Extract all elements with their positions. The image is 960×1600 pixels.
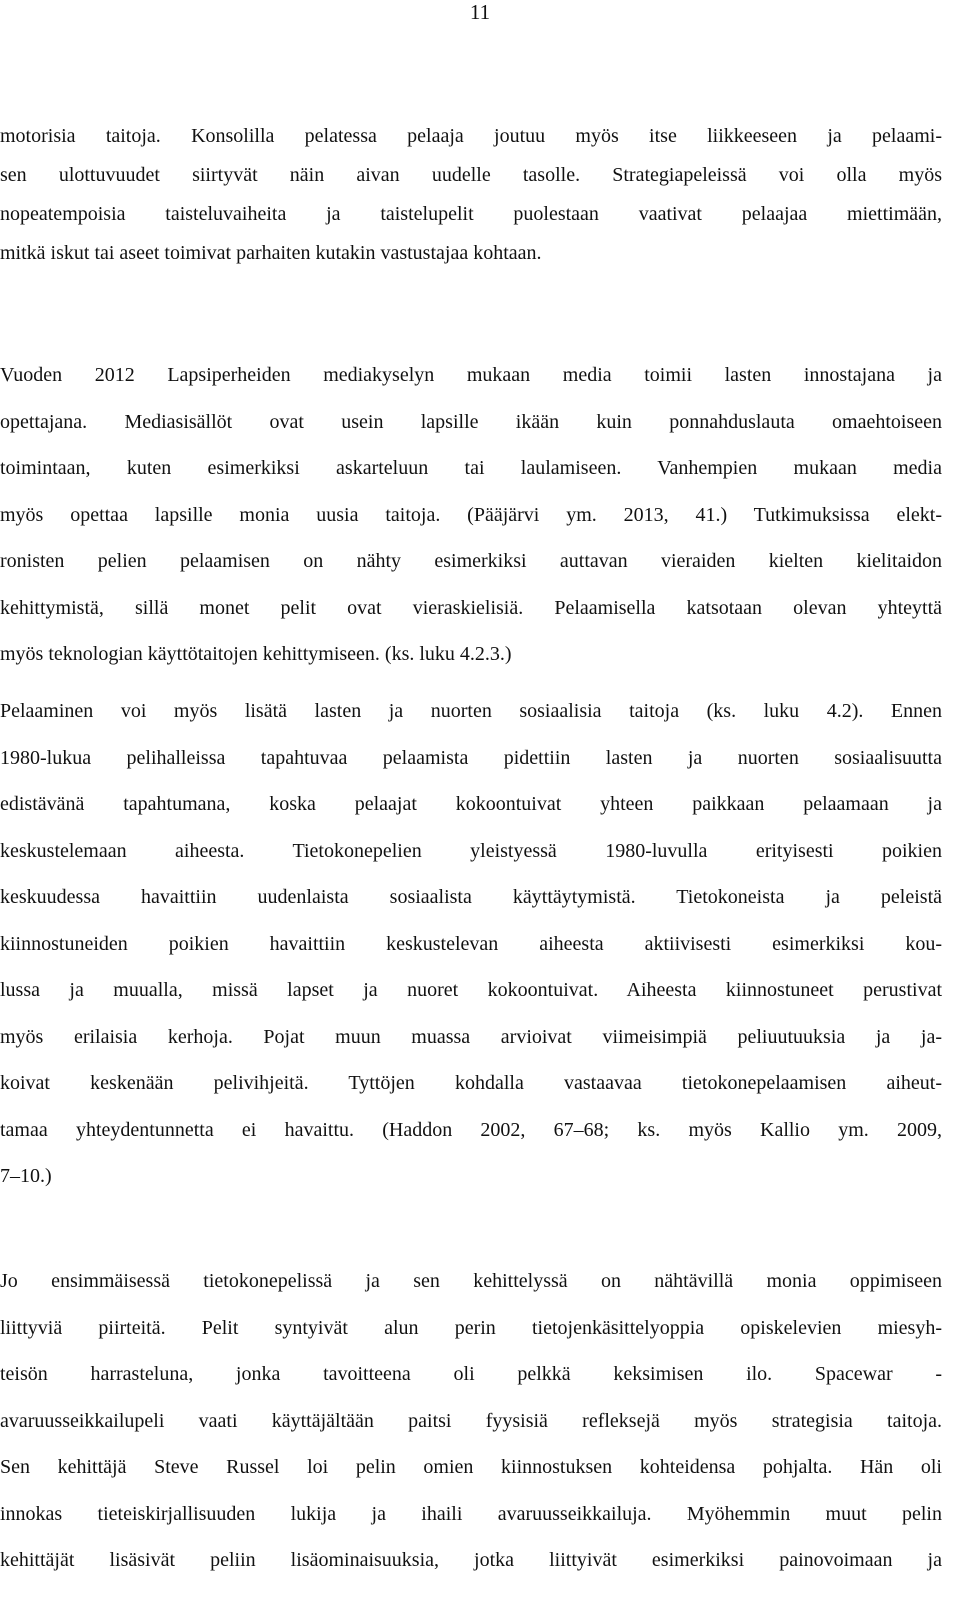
- text-line: liittyviä piirteitä. Pelit syntyivät alun perin tietojenkäsittelyoppia opiskelevien miesyh-: [0, 1316, 942, 1339]
- text-line: teisön harrasteluna, jonka tavoitteena oli pelkkä keksimisen ilo. Spacewar -: [0, 1363, 942, 1385]
- paragraph-media-survey: [0, 352, 942, 678]
- text-line: avaruusseikkailupeli vaati käyttäjältään paitsi fyysisiä refleksejä myös strategisia taitoja.: [0, 1409, 942, 1432]
- text-line: keskustelemaan aiheesta. Tietokonepelien yleistyessä 1980-luvulla erityisesti poikien: [0, 839, 942, 862]
- text-line: kiinnostuneiden poikien havaittiin keskustelevan aiheesta aktiivisesti esimerkiksi kou-: [0, 932, 942, 955]
- text-line: edistävänä tapahtumana, koska pelaajat kokoontuivat yhteen paikkaan pelaamaan ja: [0, 793, 942, 815]
- paragraph-motor-skills: [0, 117, 942, 273]
- text-line: mitkä iskut tai aseet toimivat parhaiten kutakin vastustajaa kohtaan.: [0, 242, 542, 264]
- text-line: Vuoden 2012 Lapsiperheiden mediakyselyn mukaan media toimii lasten innostajana ja: [0, 364, 942, 386]
- paragraph-first-computer-game: [0, 1258, 942, 1584]
- text-line: Jo ensimmäisessä tietokonepelissä ja sen kehittelyssä on nähtävillä monia oppimiseen: [0, 1270, 942, 1292]
- text-line: myös opettaa lapsille monia uusia taitoja. (Pääjärvi ym. 2013, 41.) Tutkimuksissa elekt-: [0, 503, 942, 526]
- text-line: tamaa yhteydentunnetta ei havaittu. (Haddon 2002, 67–68; ks. myös Kallio ym. 2009,: [0, 1118, 942, 1141]
- text-line: motorisia taitoja. Konsolilla pelatessa pelaaja joutuu myös itse liikkeeseen ja pelaami-: [0, 125, 942, 147]
- text-line: koivat keskenään pelivihjeitä. Tyttöjen kohdalla vastaavaa tietokonepelaamisen aiheut-: [0, 1072, 942, 1094]
- text-line: keskuudessa havaittiin uudenlaista sosiaalista käyttäytymistä. Tietokoneista ja peleistä: [0, 886, 942, 908]
- text-line: Pelaaminen voi myös lisätä lasten ja nuorten sosiaalisia taitoja (ks. luku 4.2). Ennen: [0, 700, 942, 722]
- page-number: 11: [469, 0, 491, 24]
- text-line: kehittymistä, sillä monet pelit ovat vieraskielisiä. Pelaamisella katsotaan olevan yhteyttä: [0, 596, 942, 619]
- paragraph-social-skills: [0, 688, 942, 1200]
- text-line: Sen kehittäjä Steve Russel loi pelin omien kiinnostuksen kohteidensa pohjalta. Hän oli: [0, 1456, 942, 1478]
- text-line: lussa ja muualla, missä lapset ja nuoret kokoontuivat. Aiheesta kiinnostuneet perustivat: [0, 979, 942, 1001]
- text-line: innokas tieteiskirjallisuuden lukija ja ihaili avaruusseikkailuja. Myöhemmin muut pelin: [0, 1502, 942, 1525]
- text-line: myös teknologian käyttötaitojen kehittymiseen. (ks. luku 4.2.3.): [0, 643, 512, 665]
- text-line: toimintaan, kuten esimerkiksi askarteluun tai laulamiseen. Vanhempien mukaan media: [0, 457, 942, 479]
- text-line: 1980-lukua pelihalleissa tapahtuvaa pelaamista pidettiin lasten ja nuorten sosiaalisuutta: [0, 746, 942, 769]
- text-line: 7–10.): [0, 1165, 52, 1187]
- text-line: kehittäjät lisäsivät peliin lisäominaisuuksia, jotka liittyivät esimerkiksi painovoimaan ja: [0, 1549, 942, 1571]
- text-line: opettajana. Mediasisällöt ovat usein lapsille ikään kuin ponnahduslauta omaehtoiseen: [0, 410, 942, 433]
- text-line: myös erilaisia kerhoja. Pojat muun muassa arvioivat viimeisimpiä peliuutuuksia ja ja-: [0, 1025, 942, 1048]
- text-line: ronisten pelien pelaamisen on nähty esimerkiksi auttavan vieraiden kielten kielitaidon: [0, 550, 942, 572]
- text-line: nopeatempoisia taisteluvaiheita ja taistelupelit puolestaan vaativat pelaajaa miettimään,: [0, 203, 942, 225]
- text-line: sen ulottuvuudet siirtyvät näin aivan uudelle tasolle. Strategiapeleissä voi olla myös: [0, 164, 942, 186]
